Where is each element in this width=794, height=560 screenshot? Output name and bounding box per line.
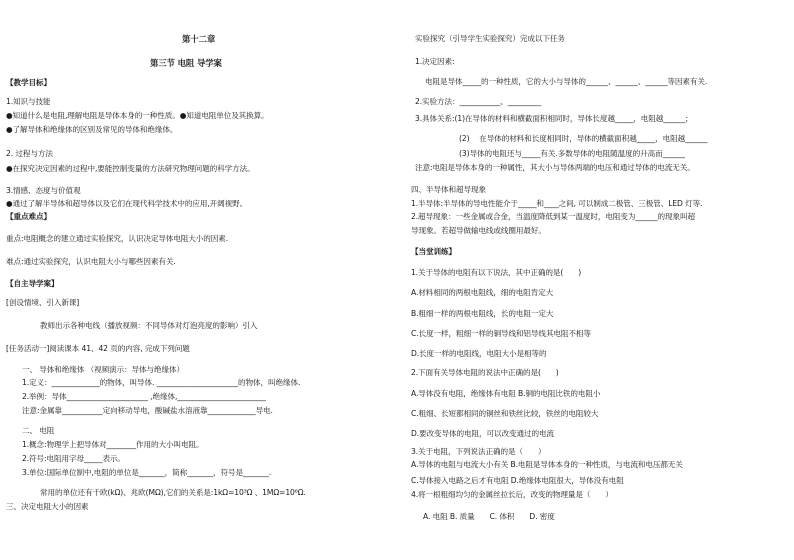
intro-text: 教师出示各种电线（播放视频：不同导体对灯泡亮度的影响）引入 [40,321,258,330]
question-2: 2.下面有关导体电阻的说法中正确的是( ) [411,368,559,377]
section-1: 一、 导体和绝缘体 （视频演示：导体与绝缘体） [22,365,184,374]
question-4-options: A. 电阻 B. 质量 C. 体积 D. 密度 [423,512,555,521]
section-3: 三、决定电阻大小的因素 [6,502,89,511]
section-title: 第三节 电阻 导学案 [150,58,222,68]
goal-2: 2. 过程与方法 [6,149,53,158]
question-1-option-b: B.粗细一样的两根电阻线，长的电阻一定大 [411,309,554,318]
question-3: 3.关于电阻，下列说法正确的是（ ） [411,447,546,456]
section-1-item-1: 1.定义：_____________的物体，叫导体. ______________________的物体，叫绝缘体. [22,378,301,387]
question-2-option-c: C.粗细、长短都相同的铜丝和铁丝比较，铁丝的电阻较大 [411,409,599,418]
section-4-item-2b: 导现象。若超导做输电线或线圈用最好。 [411,226,546,235]
section-2-item-1: 1.概念:物理学上把导体对________作用的大小叫电阻。 [22,440,204,449]
heading-self-study: 【自主导学案】 [6,279,59,288]
section-4: 四、半导体和超导现象 [411,185,486,194]
goal-1a: ●知道什么是电阻,理解电阻是导体本身的一种性质。●知道电阻单位及其换算。 [6,111,269,120]
goal-3a: ●通过了解半导体和超导体以及它们在现代科学技术中的应用,开阔视野。 [6,199,248,208]
factor-text: 电阻是导体_____的一种性质，它的大小与导体的______、______、______等因素有关. [425,77,708,86]
section-2: 二、 电阻 [22,426,55,435]
heading-key: 【重点难点】 [6,212,51,221]
section-4-item-1: 1.半导体:半导体的导电性能介于_____和____之间, 可以制成二极管、三极管、LED 灯等. [411,199,703,208]
chapter-title: 第十二章 [182,34,216,44]
heading-training: 【当堂训练】 [411,247,456,256]
question-1-option-a: A.材料相同的两根电阻线，细的电阻肯定大 [411,288,554,297]
difficult-point: 难点:通过实验探究，认识电阻大小与哪些因素有关. [6,257,176,266]
note: 注意:电阻是导体本身的一种属性，其大小与导体两端的电压和通过导体的电流无关。 [415,163,695,172]
question-1: 1.关于导体的电阻有以下说法，其中正确的是( ) [411,268,582,277]
goal-1: 1.知识与技能 [6,97,51,106]
section-4-item-2: 2.超导现象：一些金属或合金，当温度降低到某一温度时，电阻变为______的现象叫超 [411,212,696,221]
section-2-item-2: 2.符号:电阻用字母_____表示。 [22,454,125,463]
relation-3: (3)导体的电阻还与_____有关.多数导体的电阻随温度的升高而______ [459,149,685,158]
goal-2a: ●在探究决定因素的过程中,要能控制变量的方法研究物理问题的科学方法。 [6,164,255,173]
question-2-option-d: D.要改变导体的电阻，可以改变通过的电流 [411,429,554,438]
question-1-option-c: C.长度一样，粗细一样的铜导线和铝导线其电阻不相等 [411,329,591,338]
experiment-heading: 实验探究（引导学生实验探究）完成以下任务 [415,34,565,43]
method: 2.实验方法：___________、_________ [415,97,541,106]
question-2-option-ab: A.导体没有电阻，绝缘体有电阻 B.铜的电阻比铁的电阻小 [411,389,601,398]
section-2-item-4: 常用的单位还有千欧(kΩ)、兆欧(MΩ),它们的关系是:1kΩ=10³Ω 、1MΩ=10⁶Ω. [40,488,306,497]
section-1-item-3: 注意:金属靠___________定向移动导电，酸碱盐水溶液靠_____________导电. [22,406,273,415]
goal-1b: ●了解导体和绝缘体的区别及常见的导体和绝缘体。 [6,125,178,134]
question-3-option-cd: C.导体接入电路之后才有电阻 D.绝缘体电阻很大，导体没有电阻 [411,476,624,485]
relation-1: 3.具体关系:(1)在导体的材料和横截面积相同时，导体长度越_____，电阻越______; [415,114,688,123]
section-1-item-2: 2.举例：导体______________________ ,绝缘体,________________________ [22,392,266,401]
question-3-option-ab: A.导体的电阻与电流大小有关 B.电阻是导体本身的一种性质，与电流和电压都无关 [411,460,683,469]
question-4: 4.将一根粗细均匀的金属丝拉长后，改变的物理量是（ ） [411,490,613,499]
heading-goals: 【教学目标】 [6,78,51,87]
task-1: [任务活动一]阅读课本 41、42 页的内容, 完成下列问题 [6,344,190,353]
key-point: 重点:电阻概念的建立通过实验探究，认识决定导体电阻大小的因素. [6,234,229,243]
question-1-option-d: D.长度一样的电阻线，电阻大小是相等的 [411,349,547,358]
intro-heading: [创设情境、引入新课] [6,298,80,307]
factor-heading: 1.决定因素: [415,57,455,66]
section-2-item-3: 3.单位:国际单位制中,电阻的单位是_______，简称_______，符号是_______. [22,468,272,477]
relation-2: (2) 在导体的材料和长度相同时，导体的横截面积越_____，电阻越______ [459,134,708,143]
goal-3: 3.情感、态度与价值观 [6,186,81,195]
